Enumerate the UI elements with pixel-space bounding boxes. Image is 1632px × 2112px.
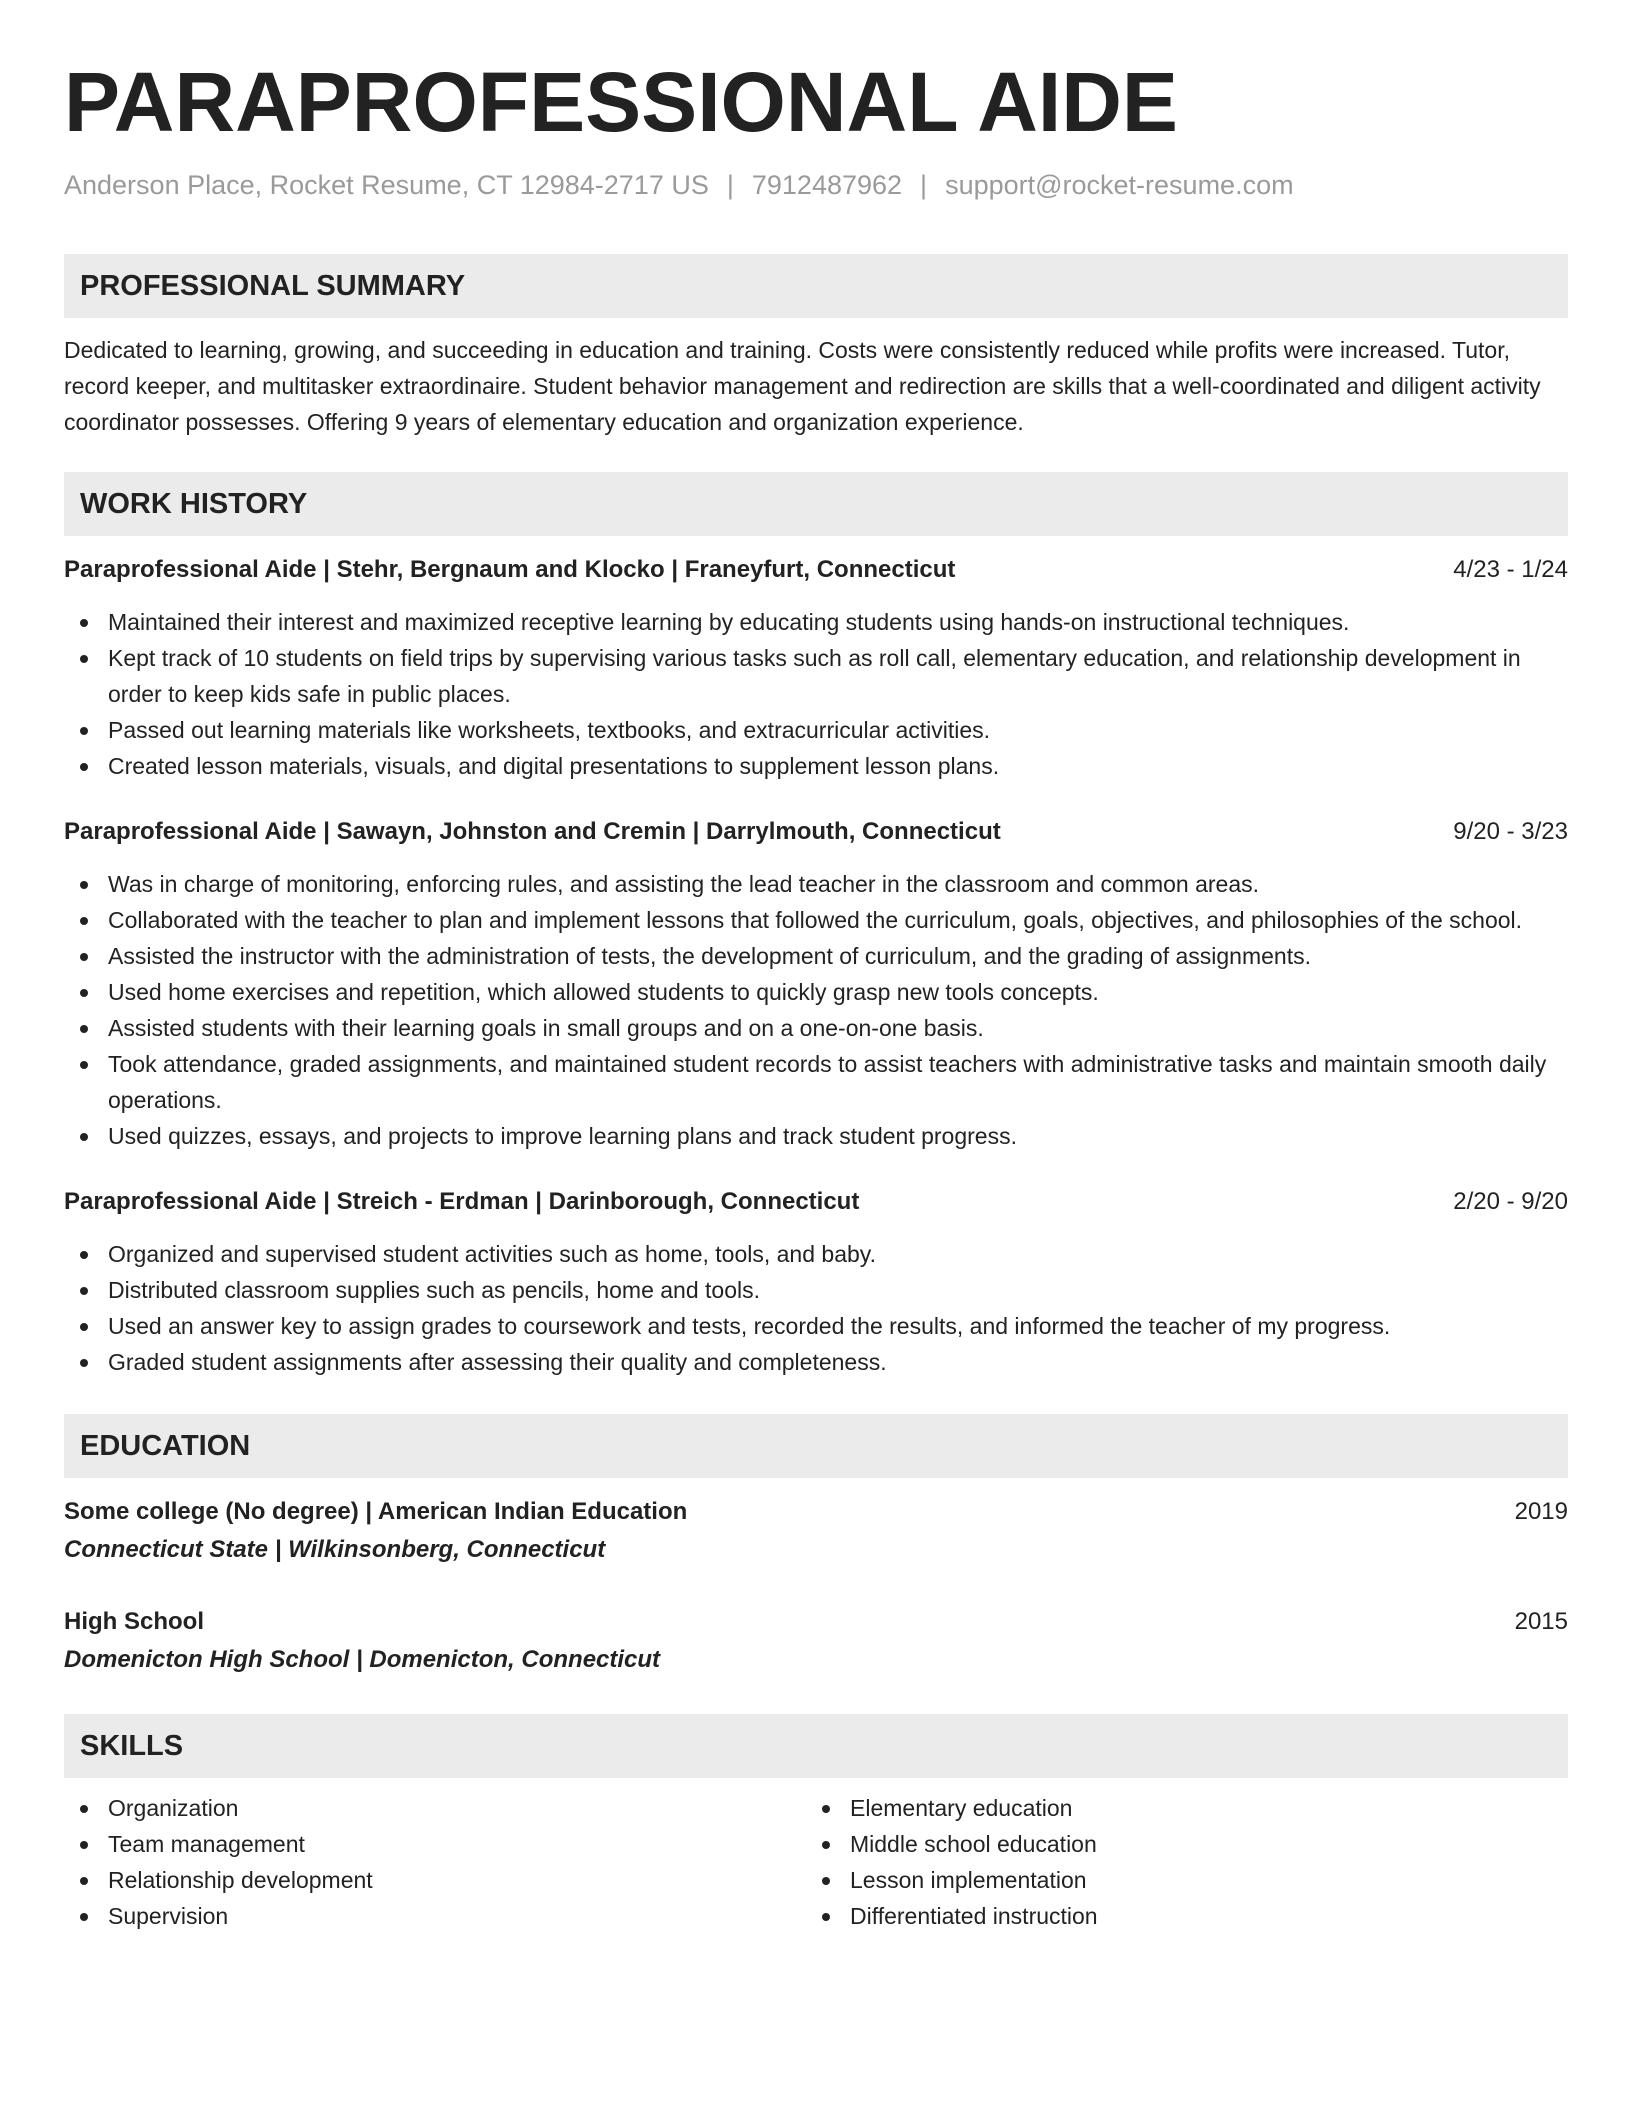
job-bullet: Used home exercises and repetition, which allowed students to quickly grasp new tools concepts.: [64, 974, 1568, 1010]
job-bullet: Collaborated with the teacher to plan and implement lessons that followed the curriculum, goals, objectives, and philosophies of the school.: [64, 902, 1568, 938]
skill-item: Differentiated instruction: [806, 1898, 1548, 1934]
job-bullet: Distributed classroom supplies such as pencils, home and tools.: [64, 1272, 1568, 1308]
section-heading-education: EDUCATION: [64, 1414, 1568, 1478]
education-school: Connecticut State | Wilkinsonberg, Connecticut: [64, 1536, 606, 1563]
education-header: [64, 1604, 1568, 1640]
skill-item: Lesson implementation: [806, 1862, 1548, 1898]
job-title: Paraprofessional Aide | Streich - Erdman | Darinborough, Connecticut: [64, 1188, 860, 1215]
job-header: [64, 1184, 1568, 1220]
section-heading-work-history: WORK HISTORY: [64, 472, 1568, 536]
skill-item: Elementary education: [806, 1790, 1548, 1826]
education-entry: [64, 1604, 1568, 1678]
contact-phone: 7912487962: [751, 170, 903, 200]
resume-name: PARAPROFESSIONAL AIDE: [64, 55, 1178, 149]
job-bullet: Maintained their interest and maximized receptive learning by educating students using hands-on instructional techniques.: [64, 604, 1568, 640]
job-bullets: [64, 604, 1568, 784]
job-bullet: Organized and supervised student activities such as home, tools, and baby.: [64, 1236, 1568, 1272]
education-year: 2019: [1514, 1498, 1568, 1525]
job-dates: 9/20 - 3/23: [1453, 818, 1568, 845]
skill-item: Middle school education: [806, 1826, 1548, 1862]
education-title: Some college (No degree) | American Indian Education: [64, 1498, 688, 1525]
job-title: Paraprofessional Aide | Stehr, Bergnaum and Klocko | Franeyfurt, Connecticut: [64, 556, 956, 583]
contact-email: support@rocket-resume.com: [945, 170, 1294, 200]
job-header: [64, 814, 1568, 850]
job-bullet: Took attendance, graded assignments, and maintained student records to assist teachers with administrative tasks and maintain smooth daily operations.: [64, 1046, 1568, 1118]
job-dates: 4/23 - 1/24: [1453, 556, 1568, 583]
job-entry: [64, 552, 1568, 784]
skills-grid: [64, 1790, 1568, 1934]
job-entry: [64, 814, 1568, 1154]
skills-list: [64, 1790, 806, 1934]
skill-item: Organization: [64, 1790, 806, 1826]
education-entry: [64, 1494, 1568, 1568]
job-bullet: Graded student assignments after assessing their quality and completeness.: [64, 1344, 1568, 1380]
contact-separator: |: [920, 170, 928, 200]
skill-item: Team management: [64, 1826, 806, 1862]
skills-column-right: [806, 1790, 1548, 1934]
job-entry: [64, 1184, 1568, 1380]
job-bullet: Passed out learning materials like worksheets, textbooks, and extracurricular activities.: [64, 712, 1568, 748]
section-heading-summary: PROFESSIONAL SUMMARY: [64, 254, 1568, 318]
job-bullet: Used quizzes, essays, and projects to improve learning plans and track student progress.: [64, 1118, 1568, 1154]
contact-address: Anderson Place, Rocket Resume, CT 12984-2717 US: [64, 170, 709, 200]
job-dates: 2/20 - 9/20: [1453, 1188, 1568, 1215]
job-title: Paraprofessional Aide | Sawayn, Johnston and Cremin | Darrylmouth, Connecticut: [64, 818, 1001, 845]
job-bullets: [64, 866, 1568, 1154]
resume-page: [64, 52, 1568, 1934]
education-school: Domenicton High School | Domenicton, Connecticut: [64, 1646, 661, 1673]
contact-separator: |: [726, 170, 734, 200]
job-bullet: Created lesson materials, visuals, and digital presentations to supplement lesson plans.: [64, 748, 1568, 784]
skill-item: Supervision: [64, 1898, 806, 1934]
summary-text: Dedicated to learning, growing, and succeeding in education and training. Costs were consistently reduced while profits were increased. Tutor, record keeper, and multitasker extraordinaire. Student behavior management and redirection are skills that a well-coordinated and diligent activity coordinator possesses. Offering 9 years of elementary education and organization experience.: [64, 337, 1541, 435]
education-header: [64, 1494, 1568, 1530]
education-title: High School: [64, 1608, 204, 1635]
job-bullet: Assisted the instructor with the administration of tests, the development of curriculum, and the grading of assignments.: [64, 938, 1568, 974]
job-bullet: Kept track of 10 students on field trips by supervising various tasks such as roll call, elementary education, and relationship development in order to keep kids safe in public places.: [64, 640, 1568, 712]
skill-item: Relationship development: [64, 1862, 806, 1898]
skills-list: [806, 1790, 1548, 1934]
job-bullets: [64, 1236, 1568, 1380]
skills-column-left: [64, 1790, 806, 1934]
education-year: 2015: [1514, 1608, 1568, 1635]
job-header: [64, 552, 1568, 588]
job-bullet: Assisted students with their learning goals in small groups and on a one-on-one basis.: [64, 1010, 1568, 1046]
job-bullet: Was in charge of monitoring, enforcing rules, and assisting the lead teacher in the classroom and common areas.: [64, 866, 1568, 902]
job-bullet: Used an answer key to assign grades to coursework and tests, recorded the results, and informed the teacher of my progress.: [64, 1308, 1568, 1344]
contact-line: [64, 168, 1568, 202]
section-heading-skills: SKILLS: [64, 1714, 1568, 1778]
